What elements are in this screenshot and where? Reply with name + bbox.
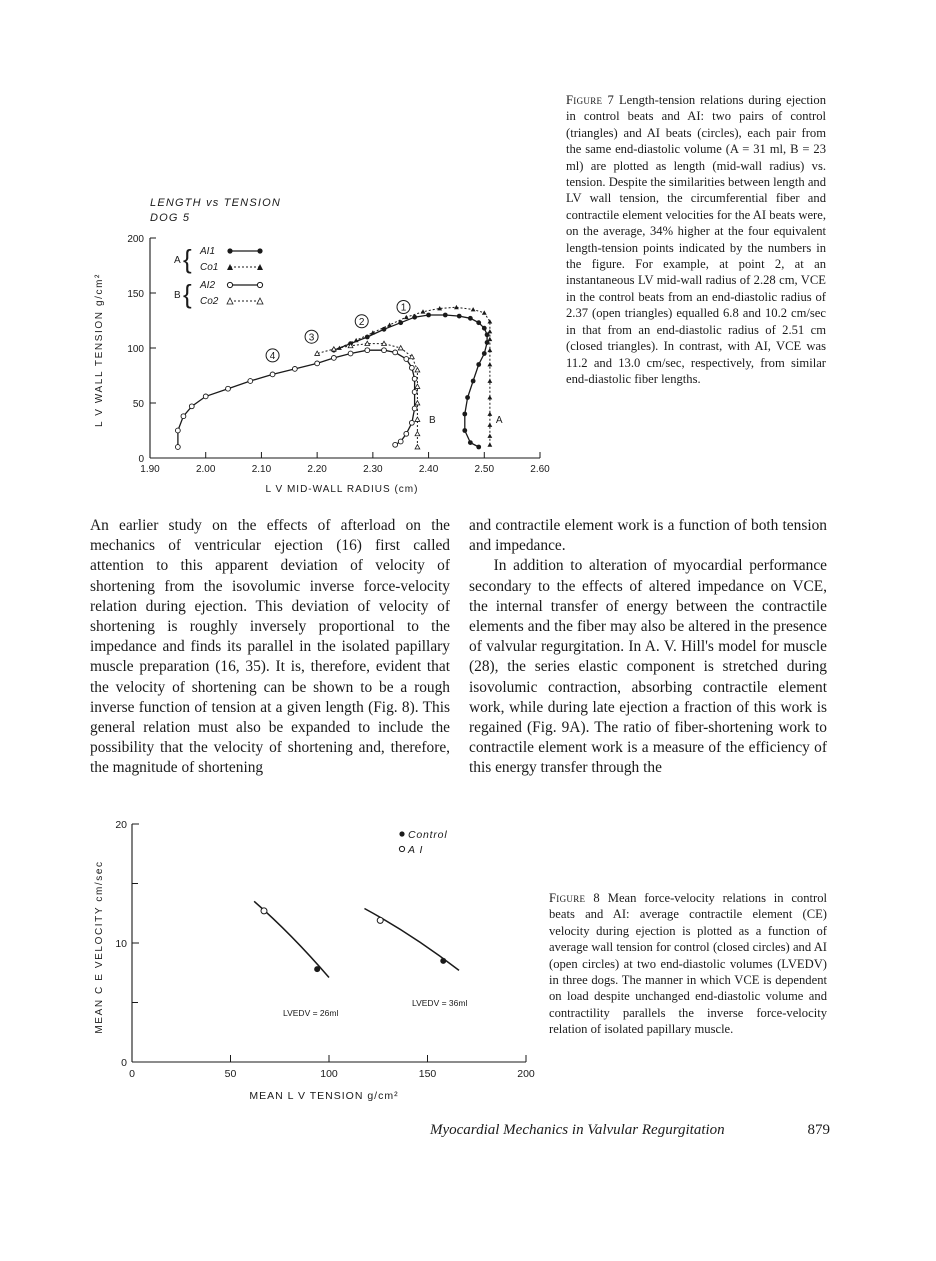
data-point	[421, 309, 426, 313]
data-point	[487, 379, 492, 383]
data-point	[471, 379, 476, 384]
circled-point-label	[397, 301, 410, 314]
y-tick-label: 50	[132, 399, 144, 410]
x-tick-label: 1.90	[140, 464, 160, 475]
data-point	[462, 412, 467, 417]
data-point	[487, 442, 492, 446]
chart-legend	[174, 244, 263, 309]
x-tick-label: 2.30	[363, 464, 383, 475]
data-point	[393, 350, 398, 355]
running-title: Myocardial Mechanics in Valvular Regurgitation	[430, 1122, 725, 1138]
y-tick-label: 150	[127, 289, 144, 300]
body-right-paragraph-1: and contractile element work is a function of both tension and impedance.	[469, 517, 827, 555]
data-point	[457, 314, 462, 319]
circled-point-label	[266, 349, 279, 362]
page-number: 879	[807, 1122, 830, 1138]
data-point	[189, 404, 194, 409]
svg-text:{: {	[183, 244, 192, 274]
body-right-paragraph-2: In addition to alteration of myocardial performance secondary to the effects of altered impedance on VCE, the internal transfer of energy between the contractile elements and the fiber may also be altered in the presence of valvular regurgitation. In A. V. Hill's model for muscle (28), the series elastic component is stretched during isovolumic contraction, absorbing contractile element work, while during late ejection a fraction of this work is regained (Fig. 9A). The ratio of fiber-shortening work to contractile element work is a measure of the efficiency of this energy transfer through the	[469, 557, 827, 777]
data-point	[415, 368, 420, 372]
x-axis	[140, 452, 550, 475]
data-point	[476, 320, 481, 325]
series-line	[334, 315, 487, 447]
figure-7-label: Figure 7	[566, 93, 615, 107]
data-point	[412, 406, 417, 411]
legend-co1-label: Co1	[200, 262, 219, 273]
legend	[399, 829, 447, 856]
data-point	[409, 365, 414, 370]
y-axis	[115, 819, 139, 1069]
data-point	[270, 372, 275, 377]
svg-text:3: 3	[308, 332, 315, 344]
x-tick-label: 200	[517, 1068, 535, 1080]
data-point	[443, 313, 448, 318]
figure-7-caption	[566, 92, 826, 387]
curve-label-a: A	[495, 414, 503, 426]
data-point	[412, 376, 417, 381]
figure-8-caption-text: Mean force-velocity relations in control beats and AI: average contractile element (CE) velocity during ejection is plotted as a function of average wall tension for control (closed circles) and AI (open circles) at two end-diastolic volumes (LVEDV) in three dogs. The manner in which VCE is dependent on load despite unchanged end-diastolic volume and contractility parallels the inverse force-velocity relation of isolated papillary muscle.	[549, 891, 827, 1037]
data-point	[404, 315, 409, 319]
data-point	[387, 323, 392, 327]
data-point	[331, 356, 336, 361]
y-axis-label: L V WALL TENSION g/cm²	[94, 273, 105, 427]
x-axis	[129, 1055, 535, 1080]
legend-group-a: A	[174, 255, 181, 266]
page-footer	[430, 1122, 830, 1139]
data-point	[482, 326, 487, 331]
y-tick-label: 10	[115, 938, 127, 950]
data-point	[181, 414, 186, 419]
chart-title: LENGTH vs TENSION	[150, 197, 282, 209]
svg-text:2: 2	[358, 316, 365, 328]
legend-co2-label: Co2	[200, 296, 219, 307]
circled-point-label	[305, 330, 318, 343]
y-axis-label: MEAN C E VELOCITY cm/sec	[94, 860, 105, 1034]
data-point	[482, 351, 487, 356]
data-point	[415, 401, 420, 405]
figure-7-caption-text: Length-tension relations during ejection in control beats and AI: two pairs of control (triangles) and AI beats (circles), each pair from the same end-diastolic volume (A = 31 ml, B = 23 ml) are plotted as length (mid-wall radius) vs. tension. Despite the similarities between length and LV wall tension, the circumferential fiber and contractile element velocities for the AI beats were, on the average, 34% higher at the four equivalent length-tension points indicated by the numbers in the figure. For example, at point 2, at an instantaneous LV mid-wall radius of 2.28 cm, VCE in the control beats from an end-diastolic radius of 2.37 (open triangles) equalled 6.8 and 10.2 cm/sec in that from an end-diastolic radius of 2.51 cm (closed triangles). In contrast, with AI, VCE was 11.2 and 13.0 cm/sec, respectively, from similar end-diastolic fiber lengths.	[566, 93, 826, 386]
circled-point-label	[355, 315, 368, 328]
series-ai1	[331, 313, 489, 450]
body-left-paragraph: An earlier study on the effects of afterload on the mechanics of ventricular ejection (16) first called attention to this apparent deviation of velocity of shortening from the isovolumic inverse force-velocity relation during ejection. This deviation of velocity of shortening is roughly inversely proportional to the impedance and finds its parallel in the isolated papillary muscle preparation (16, 35). It is, therefore, evident that the velocity of shortening can be shown to be a rough inverse function of tension at a given length (Fig. 8). This general relation must also be expanded to include the possibility that the velocity of shortening and, therefore, the magnitude of shortening	[90, 517, 450, 777]
figure-8-caption	[549, 890, 827, 1038]
data-point	[292, 367, 297, 372]
lvedv-36-label: LVEDV = 36ml	[412, 998, 468, 1008]
x-tick-label: 50	[224, 1068, 237, 1080]
x-tick-label: 150	[418, 1068, 437, 1080]
y-tick-label: 20	[115, 819, 127, 831]
x-tick-label: 2.20	[307, 464, 327, 475]
x-tick-label: 100	[320, 1068, 338, 1080]
curve-label-b: B	[429, 414, 436, 426]
data-point	[404, 357, 409, 362]
plot-area	[254, 901, 459, 977]
data-point	[476, 445, 481, 450]
x-tick-label: 2.60	[530, 464, 550, 475]
data-point	[314, 966, 320, 972]
data-point	[487, 348, 492, 352]
data-point	[487, 337, 492, 341]
x-axis-label: MEAN L V TENSION g/cm²	[249, 1090, 399, 1102]
data-point	[487, 423, 492, 427]
x-tick-label: 2.40	[418, 464, 439, 475]
data-point	[412, 315, 417, 320]
series-ai	[261, 908, 383, 924]
data-point	[415, 384, 420, 388]
data-point	[412, 390, 417, 395]
y-tick-label: 100	[127, 344, 144, 355]
data-point	[393, 442, 398, 447]
data-point	[398, 439, 403, 444]
data-point	[315, 361, 320, 366]
series-control	[314, 958, 446, 972]
svg-text:1: 1	[400, 302, 407, 314]
y-tick-label: 0	[121, 1057, 127, 1069]
force-velocity-chart	[80, 812, 550, 1112]
y-tick-label: 0	[138, 454, 144, 465]
y-axis	[127, 234, 156, 465]
lvedv-26-label: LVEDV = 26ml	[283, 1008, 339, 1018]
data-point	[248, 379, 253, 384]
data-point	[404, 431, 409, 436]
data-point	[482, 310, 487, 314]
data-point	[365, 348, 370, 353]
data-point	[415, 417, 420, 421]
data-point	[409, 420, 414, 425]
series-line	[178, 350, 415, 447]
data-point	[348, 351, 353, 356]
data-point	[261, 908, 267, 914]
data-point	[415, 431, 420, 435]
body-left-column	[90, 516, 450, 779]
legend-ai: A I	[408, 844, 424, 856]
data-point	[382, 348, 387, 353]
data-point	[226, 386, 231, 391]
x-tick-label: 2.50	[474, 464, 495, 475]
data-point	[465, 395, 470, 400]
figure-8-label: Figure 8	[549, 891, 600, 905]
data-point	[487, 395, 492, 399]
chart-subtitle: DOG 5	[150, 212, 191, 224]
data-point	[377, 917, 383, 923]
data-point	[175, 428, 180, 433]
data-point	[487, 319, 492, 323]
y-tick-label: 200	[127, 234, 144, 245]
legend-group-b: B	[174, 290, 181, 301]
data-point	[471, 307, 476, 311]
x-tick-label: 2.00	[195, 464, 216, 475]
data-point	[426, 313, 431, 318]
data-point	[487, 329, 492, 333]
body-right-column	[469, 516, 827, 779]
data-point	[462, 428, 467, 433]
legend-ai1-label: AI1	[200, 246, 216, 257]
data-point	[487, 434, 492, 438]
data-point	[476, 362, 481, 367]
x-tick-label: 2.10	[251, 464, 272, 475]
data-point	[487, 362, 492, 366]
data-point	[468, 440, 473, 445]
data-point	[203, 394, 208, 399]
plot-area	[175, 301, 502, 450]
data-point	[382, 327, 387, 332]
data-point	[487, 412, 492, 416]
length-tension-chart	[80, 190, 560, 500]
data-point	[440, 958, 446, 964]
x-tick-label: 0	[129, 1068, 135, 1080]
x-axis-label: L V MID-WALL RADIUS (cm)	[265, 484, 419, 495]
data-point	[398, 346, 403, 350]
data-point	[468, 316, 473, 321]
data-point	[175, 445, 180, 450]
legend-ai2-label: AI2	[200, 280, 216, 291]
svg-text:4: 4	[269, 351, 276, 362]
svg-text:{: {	[183, 279, 192, 309]
series-ai2	[175, 348, 417, 450]
data-point	[415, 445, 420, 449]
legend-control: Control	[408, 829, 448, 841]
